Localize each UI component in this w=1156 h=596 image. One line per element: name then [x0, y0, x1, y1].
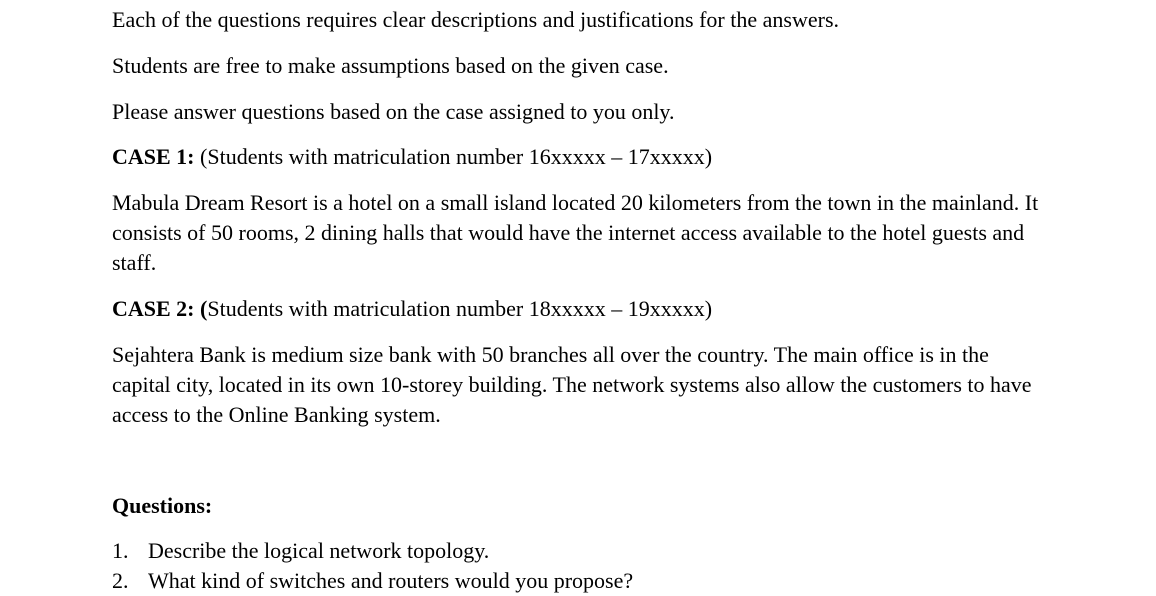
- case1-description: Mabula Dream Resort is a hotel on a small island located 20 kilometers from the town in the mainland. It consists of 50 rooms, 2 dining halls that would have the internet access available to the hotel guests and staff.: [112, 190, 1039, 275]
- question-number: 2.: [112, 568, 129, 593]
- question-text: Describe the logical network topology.: [148, 538, 490, 563]
- case1-heading: CASE 1:: [112, 144, 195, 169]
- intro-line-3: Please answer questions based on the case assigned to you only.: [112, 99, 675, 124]
- questions-heading-text: Questions:: [112, 493, 213, 518]
- question-text: What kind of switches and routers would you propose?: [148, 568, 634, 593]
- case1-title-line: [112, 142, 712, 172]
- case2-description: Sejahtera Bank is medium size bank with 50 branches all over the country. The main office is in the capital city, located in its own 10-storey building. The network systems also allow the customers to have access to the Online Banking system.: [112, 342, 1032, 427]
- case2-criteria: Students with matriculation number 18xxxxx – 19xxxxx): [207, 296, 713, 321]
- case2-heading: CASE 2: (: [112, 296, 208, 321]
- list-item: [112, 536, 489, 566]
- intro-line-1: Each of the questions requires clear descriptions and justifications for the answers.: [112, 7, 839, 32]
- case1-criteria: (Students with matriculation number 16xxxxx – 17xxxxx): [194, 144, 713, 169]
- list-item: [112, 566, 633, 596]
- case2-title-line: [112, 294, 712, 324]
- question-number: 1.: [112, 538, 129, 563]
- questions-heading: [112, 491, 212, 521]
- intro-line-2: Students are free to make assumptions based on the given case.: [112, 53, 669, 78]
